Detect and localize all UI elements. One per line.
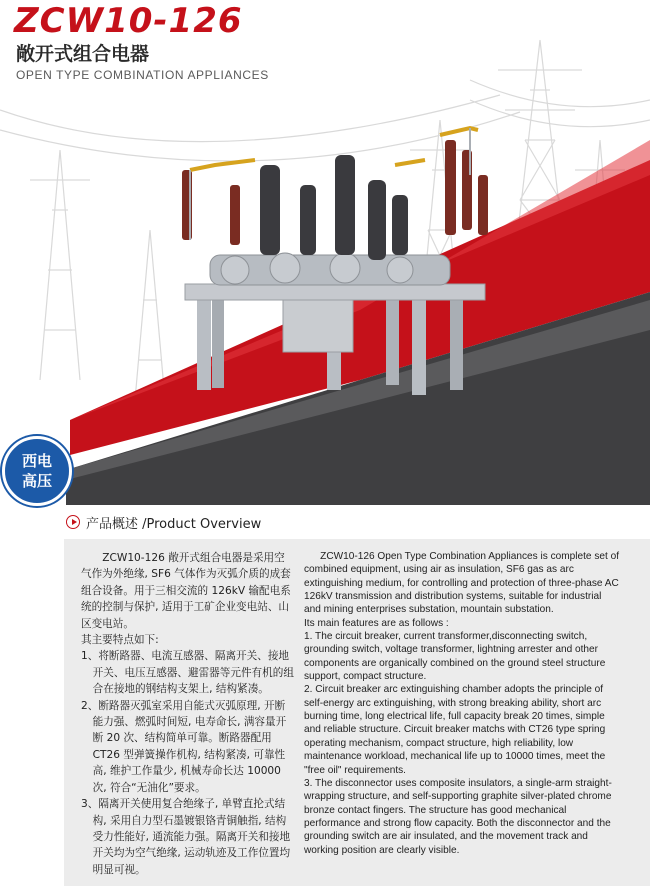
overview-english-column <box>304 550 620 857</box>
cn-features-title: 其主要特点如下: <box>81 634 159 647</box>
brand-badge <box>2 436 72 506</box>
product-title-en: OPEN TYPE COMBINATION APPLIANCES <box>16 68 269 82</box>
cn-intro: ZCW10-126 敞开式组合电器是采用空气作为外绝缘, SF6 气体作为灭弧介质的成套组合设备。用于三相交流的 126kV 输配电系统的控制与保护, 适用于工矿企业变电站、山区变电站。 <box>81 552 291 630</box>
en-feature-item: 1. The circuit breaker, current transformer,disconnecting switch, grounding switch, voltage transformer, lightning arrester and other components are organically combined on the ground steel structure support, compact structure. <box>304 631 606 683</box>
en-intro: ZCW10-126 Open Type Combination Appliances is complete set of combined equipment, using air as insulation, SF6 gas as arc extinguishing medium, for controlling and protection of three-phase AC 126kV transmission and distribution systems, suitable for industrial and mining enterprises substation, mountain substation. <box>304 551 620 616</box>
badge-line-1: 西电 <box>21 452 52 470</box>
overview-chinese-column <box>81 550 295 878</box>
product-title-cn: 敞开式组合电器 <box>16 43 150 65</box>
cn-feature-item: 3、隔离开关使用复合绝缘子, 单臂直抡式结构, 采用自力型石墨镀银铬青铜触指, 结构受力性能好, 通流能力强。隔离开关和接地开关均为空气绝缘, 运动轨迹及工作位置均明显可视。 <box>81 798 291 876</box>
section-title: 产品概述 /Product Overview <box>86 516 262 532</box>
en-feature-item: 2. Circuit breaker arc extinguishing chamber adopts the principle of self-energy arc extinguishing, with strong breaking ability, short arc burning time, long electrical life, full capacity break 20 times, simple and reliable structure. Circuit breaker matchs with CT26 type spring operating mechanism, compact structure, high reliability, low maintenance workload, mechanical life up to 10000 times, meet the "free oil" requirements. <box>304 684 606 776</box>
product-model: ZCW10-126 <box>14 1 243 41</box>
badge-line-2: 高压 <box>21 472 52 490</box>
en-features-title: Its main features are as follows : <box>304 617 449 629</box>
play-arrow-icon <box>66 515 80 529</box>
cn-feature-item: 2、断路器灭弧室采用自能式灭弧原理, 开断能力强、燃弧时间短, 电寿命长, 满容量开断 20 次、结构简单可靠。断路器配用 CT26 型弹簧操作机构, 结构紧凑, 可靠性高, 维护工作量少, 机械寿命长达 10000 次, 符合“无油化”要求。 <box>81 699 287 794</box>
cn-feature-item: 1、将断路器、电流互感器、隔离开关、接地开关、电压互感器、避雷器等元件有机的组合在接地的钢结构支架上, 结构紧凑。 <box>81 650 294 696</box>
section-header <box>66 512 261 532</box>
en-feature-item: 3. The disconnector uses composite insulators, a single-arm straight-wrapping structure, and self-supporting graphite silver-plated chrome bronze contact fingers. The structure has good mechanical performance and strong flow capacity. Both the disconnector and the grounding switch are air insulated, and the movement track and working position are clearly visible. <box>304 777 612 856</box>
